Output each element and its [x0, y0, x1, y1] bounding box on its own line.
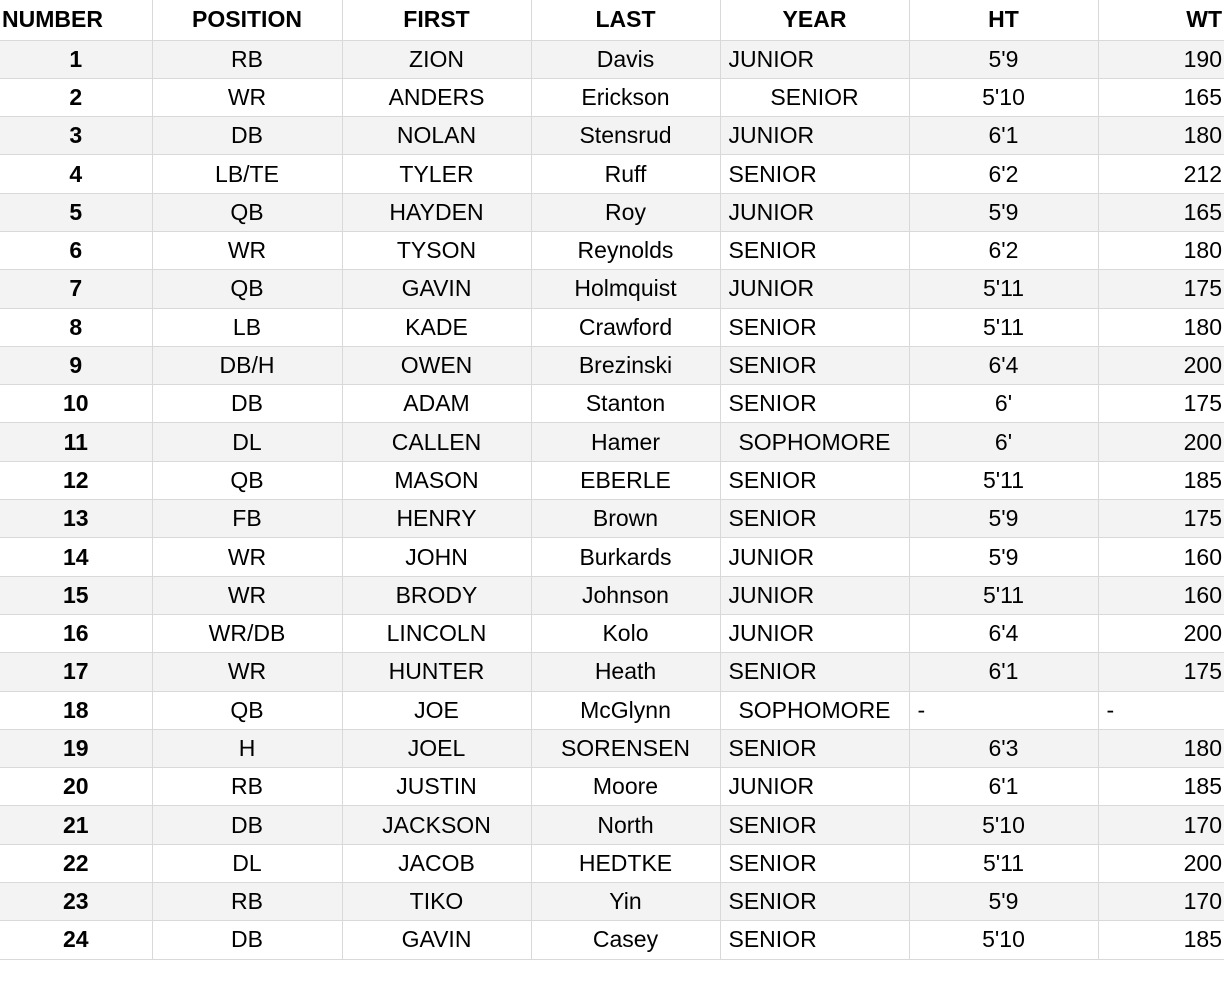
cell-ht: 5'11 [909, 844, 1098, 882]
cell-number: 2 [0, 78, 152, 116]
cell-first: HAYDEN [342, 193, 531, 231]
cell-position: WR [152, 653, 342, 691]
cell-wt: 185 [1098, 768, 1224, 806]
cell-wt: 175 [1098, 500, 1224, 538]
table-row [0, 308, 1224, 346]
cell-last: Kolo [531, 614, 720, 652]
cell-position: QB [152, 193, 342, 231]
cell-number: 4 [0, 155, 152, 193]
table-row [0, 883, 1224, 921]
cell-last: Hamer [531, 423, 720, 461]
cell-first: GAVIN [342, 921, 531, 959]
roster-header [0, 0, 1224, 40]
cell-last: Brezinski [531, 346, 720, 384]
cell-first: TYSON [342, 231, 531, 269]
table-row [0, 385, 1224, 423]
cell-wt: 170 [1098, 883, 1224, 921]
cell-first: HUNTER [342, 653, 531, 691]
cell-position: QB [152, 270, 342, 308]
cell-year: SENIOR [720, 500, 909, 538]
cell-first: NOLAN [342, 117, 531, 155]
cell-ht: 5'9 [909, 40, 1098, 78]
cell-first: CALLEN [342, 423, 531, 461]
cell-wt: 200 [1098, 346, 1224, 384]
cell-position: FB [152, 500, 342, 538]
cell-last: Ruff [531, 155, 720, 193]
cell-wt: 175 [1098, 270, 1224, 308]
cell-last: Stanton [531, 385, 720, 423]
cell-year: JUNIOR [720, 768, 909, 806]
cell-ht: 5'11 [909, 576, 1098, 614]
cell-year: JUNIOR [720, 576, 909, 614]
table-row [0, 614, 1224, 652]
cell-ht: 6' [909, 385, 1098, 423]
cell-last: Holmquist [531, 270, 720, 308]
cell-position: RB [152, 768, 342, 806]
header-last: LAST [531, 0, 720, 40]
table-row [0, 806, 1224, 844]
cell-last: Casey [531, 921, 720, 959]
cell-ht: - [909, 691, 1098, 729]
table-row [0, 500, 1224, 538]
cell-ht: 6'3 [909, 729, 1098, 767]
cell-first: JUSTIN [342, 768, 531, 806]
header-position: POSITION [152, 0, 342, 40]
header-row [0, 0, 1224, 40]
cell-wt: 212 [1098, 155, 1224, 193]
cell-last: Yin [531, 883, 720, 921]
cell-last: Burkards [531, 538, 720, 576]
cell-last: Moore [531, 768, 720, 806]
cell-position: DB/H [152, 346, 342, 384]
cell-ht: 5'9 [909, 883, 1098, 921]
cell-wt: 160 [1098, 576, 1224, 614]
cell-position: RB [152, 883, 342, 921]
header-first: FIRST [342, 0, 531, 40]
cell-first: ADAM [342, 385, 531, 423]
cell-first: KADE [342, 308, 531, 346]
cell-last: EBERLE [531, 461, 720, 499]
cell-year: SENIOR [720, 844, 909, 882]
cell-last: Stensrud [531, 117, 720, 155]
cell-year: JUNIOR [720, 193, 909, 231]
cell-first: JOE [342, 691, 531, 729]
cell-position: WR [152, 231, 342, 269]
table-row [0, 576, 1224, 614]
cell-first: GAVIN [342, 270, 531, 308]
cell-wt: 175 [1098, 653, 1224, 691]
table-row [0, 691, 1224, 729]
cell-year: SOPHOMORE [720, 423, 909, 461]
cell-ht: 6'4 [909, 346, 1098, 384]
cell-last: Johnson [531, 576, 720, 614]
cell-first: ZION [342, 40, 531, 78]
table-row [0, 768, 1224, 806]
cell-ht: 5'11 [909, 308, 1098, 346]
cell-position: H [152, 729, 342, 767]
cell-first: BRODY [342, 576, 531, 614]
cell-number: 10 [0, 385, 152, 423]
table-row [0, 231, 1224, 269]
cell-number: 16 [0, 614, 152, 652]
cell-ht: 5'10 [909, 921, 1098, 959]
cell-wt: 160 [1098, 538, 1224, 576]
cell-year: SENIOR [720, 385, 909, 423]
cell-position: DB [152, 921, 342, 959]
cell-year: JUNIOR [720, 40, 909, 78]
cell-position: DL [152, 423, 342, 461]
cell-number: 13 [0, 500, 152, 538]
cell-position: QB [152, 691, 342, 729]
cell-number: 14 [0, 538, 152, 576]
cell-last: Roy [531, 193, 720, 231]
cell-position: RB [152, 40, 342, 78]
cell-ht: 6'2 [909, 155, 1098, 193]
cell-year: SENIOR [720, 346, 909, 384]
cell-wt: 180 [1098, 308, 1224, 346]
cell-year: SENIOR [720, 921, 909, 959]
cell-wt: 175 [1098, 385, 1224, 423]
cell-last: SORENSEN [531, 729, 720, 767]
cell-position: DB [152, 117, 342, 155]
table-row [0, 729, 1224, 767]
cell-first: HENRY [342, 500, 531, 538]
cell-number: 5 [0, 193, 152, 231]
cell-first: TYLER [342, 155, 531, 193]
cell-wt: 190 [1098, 40, 1224, 78]
cell-position: LB/TE [152, 155, 342, 193]
cell-ht: 6'1 [909, 117, 1098, 155]
cell-ht: 6'1 [909, 768, 1098, 806]
cell-first: JACOB [342, 844, 531, 882]
cell-first: OWEN [342, 346, 531, 384]
cell-ht: 5'9 [909, 193, 1098, 231]
cell-number: 7 [0, 270, 152, 308]
cell-last: North [531, 806, 720, 844]
cell-year: SOPHOMORE [720, 691, 909, 729]
cell-ht: 5'10 [909, 806, 1098, 844]
cell-last: Reynolds [531, 231, 720, 269]
cell-number: 22 [0, 844, 152, 882]
cell-number: 20 [0, 768, 152, 806]
cell-year: SENIOR [720, 653, 909, 691]
cell-year: JUNIOR [720, 614, 909, 652]
cell-year: SENIOR [720, 308, 909, 346]
cell-wt: 180 [1098, 729, 1224, 767]
cell-last: Erickson [531, 78, 720, 116]
cell-year: SENIOR [720, 78, 909, 116]
cell-year: SENIOR [720, 729, 909, 767]
cell-number: 15 [0, 576, 152, 614]
cell-last: Heath [531, 653, 720, 691]
table-row [0, 78, 1224, 116]
cell-number: 3 [0, 117, 152, 155]
cell-year: JUNIOR [720, 270, 909, 308]
cell-number: 6 [0, 231, 152, 269]
cell-first: LINCOLN [342, 614, 531, 652]
table-row [0, 461, 1224, 499]
cell-ht: 5'11 [909, 461, 1098, 499]
cell-ht: 6'4 [909, 614, 1098, 652]
cell-wt: 185 [1098, 461, 1224, 499]
header-year: YEAR [720, 0, 909, 40]
cell-last: Brown [531, 500, 720, 538]
cell-number: 21 [0, 806, 152, 844]
cell-ht: 6' [909, 423, 1098, 461]
cell-wt: 200 [1098, 614, 1224, 652]
cell-year: SENIOR [720, 231, 909, 269]
cell-number: 18 [0, 691, 152, 729]
cell-wt: 200 [1098, 423, 1224, 461]
cell-position: DB [152, 385, 342, 423]
cell-last: HEDTKE [531, 844, 720, 882]
table-row [0, 193, 1224, 231]
table-row [0, 423, 1224, 461]
header-wt: WT [1098, 0, 1224, 40]
cell-ht: 5'9 [909, 538, 1098, 576]
cell-wt: 170 [1098, 806, 1224, 844]
table-row [0, 538, 1224, 576]
cell-wt: 165 [1098, 78, 1224, 116]
cell-first: ANDERS [342, 78, 531, 116]
cell-wt: 180 [1098, 117, 1224, 155]
cell-ht: 5'10 [909, 78, 1098, 116]
cell-year: SENIOR [720, 883, 909, 921]
cell-position: WR/DB [152, 614, 342, 652]
cell-number: 23 [0, 883, 152, 921]
cell-first: JOEL [342, 729, 531, 767]
cell-position: WR [152, 538, 342, 576]
cell-last: Crawford [531, 308, 720, 346]
header-number: NUMBER [0, 0, 152, 40]
cell-year: JUNIOR [720, 117, 909, 155]
cell-wt: 165 [1098, 193, 1224, 231]
cell-number: 1 [0, 40, 152, 78]
table-row [0, 921, 1224, 959]
cell-position: QB [152, 461, 342, 499]
cell-last: McGlynn [531, 691, 720, 729]
cell-first: JACKSON [342, 806, 531, 844]
cell-position: WR [152, 78, 342, 116]
cell-first: JOHN [342, 538, 531, 576]
table-row [0, 844, 1224, 882]
cell-wt: - [1098, 691, 1224, 729]
table-row [0, 40, 1224, 78]
cell-number: 11 [0, 423, 152, 461]
header-ht: HT [909, 0, 1098, 40]
cell-position: LB [152, 308, 342, 346]
cell-ht: 5'9 [909, 500, 1098, 538]
table-row [0, 653, 1224, 691]
cell-wt: 180 [1098, 231, 1224, 269]
cell-position: WR [152, 576, 342, 614]
cell-number: 9 [0, 346, 152, 384]
cell-position: DL [152, 844, 342, 882]
cell-number: 19 [0, 729, 152, 767]
cell-ht: 6'1 [909, 653, 1098, 691]
cell-wt: 185 [1098, 921, 1224, 959]
cell-wt: 200 [1098, 844, 1224, 882]
table-row [0, 270, 1224, 308]
cell-number: 12 [0, 461, 152, 499]
cell-year: SENIOR [720, 806, 909, 844]
cell-number: 17 [0, 653, 152, 691]
table-row [0, 155, 1224, 193]
cell-year: SENIOR [720, 461, 909, 499]
cell-number: 24 [0, 921, 152, 959]
cell-ht: 5'11 [909, 270, 1098, 308]
cell-position: DB [152, 806, 342, 844]
cell-last: Davis [531, 40, 720, 78]
cell-number: 8 [0, 308, 152, 346]
cell-ht: 6'2 [909, 231, 1098, 269]
cell-first: TIKO [342, 883, 531, 921]
roster-body [0, 40, 1224, 959]
cell-first: MASON [342, 461, 531, 499]
cell-year: JUNIOR [720, 538, 909, 576]
table-row [0, 346, 1224, 384]
cell-year: SENIOR [720, 155, 909, 193]
table-row [0, 117, 1224, 155]
